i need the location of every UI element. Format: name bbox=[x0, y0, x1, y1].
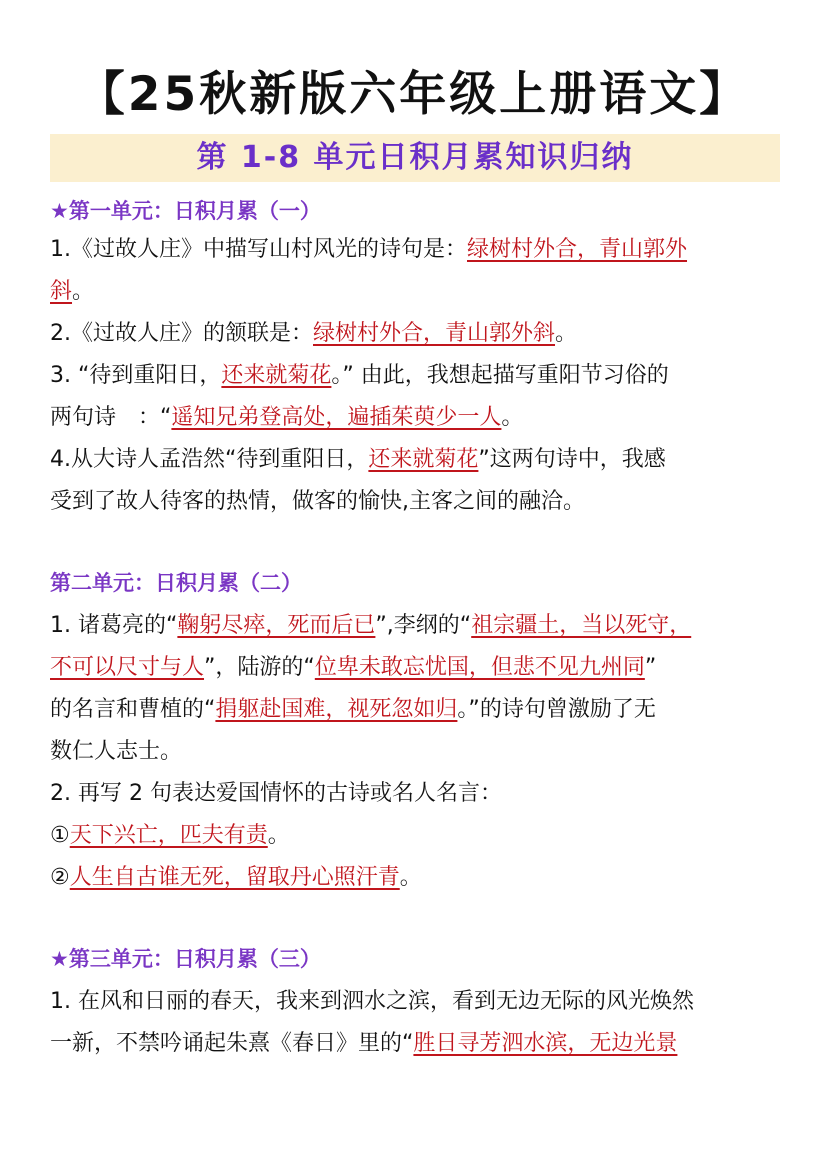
unit2-q2: 2. 再写 2 句表达爱国情怀的古诗或名人名言： bbox=[50, 781, 502, 806]
page-subtitle: 第 1-8 单元日积月累知识归纳 bbox=[196, 140, 634, 175]
answer-text: 人生自古谁无死，留取丹心照汗青 bbox=[69, 865, 400, 890]
unit1-q4-line2: 受到了故人待客的热情，做客的愉快,主客之间的融洽。 bbox=[50, 489, 585, 514]
answer-text: 捐躯赴国难，视死忽如归 bbox=[215, 697, 458, 722]
unit1-q3-line1: 3. “待到重阳日，还来就菊花。” 由此，我想起描写重阳节习俗的 bbox=[50, 363, 669, 388]
answer-text: 绿树村外合，青山郭外 bbox=[467, 237, 688, 262]
page-title: 【25秋新版六年级上册语文】 bbox=[77, 67, 750, 122]
unit1-q3-line2: 两句诗 ：“遥知兄弟登高处，遍插茱萸少一人。 bbox=[50, 405, 524, 430]
answer-text: 鞠躬尽瘁，死而后已 bbox=[177, 613, 376, 638]
unit1-q1-line2: 斜。 bbox=[50, 279, 95, 304]
unit3-heading: ★第三单元：日积月累（三） bbox=[50, 947, 321, 971]
answer-text: 还来就菊花 bbox=[221, 363, 332, 388]
unit3-q1-line2: 一新，不禁吟诵起朱熹《春日》里的“胜日寻芳泗水滨，无边光景 bbox=[50, 1031, 678, 1056]
unit3-q1-line1: 1. 在风和日丽的春天，我来到泗水之滨，看到无边无际的风光焕然 bbox=[50, 989, 694, 1014]
unit2-q1-line4: 数仁人志士。 bbox=[50, 739, 183, 764]
unit2-q1-line3: 的名言和曹植的“捐躯赴国难，视死忽如归。”的诗句曾激励了无 bbox=[50, 697, 656, 722]
unit2-q1-line2: 不可以尺寸与人”，陆游的“位卑未敢忘忧国，但悲不见九州同” bbox=[50, 655, 657, 680]
unit1-q1-line1: 1.《过故人庄》中描写山村风光的诗句是：绿树村外合，青山郭外 bbox=[50, 237, 688, 262]
unit2-q2-answer-2: ②人生自古谁无死，留取丹心照汗青。 bbox=[50, 865, 422, 890]
answer-text: 位卑未敢忘忧国，但悲不见九州同 bbox=[314, 655, 645, 680]
unit1-heading: ★第一单元：日积月累（一） bbox=[50, 199, 321, 223]
unit2-q1-line1: 1. 诸葛亮的“鞠躬尽瘁，死而后已”,李纲的“祖宗疆土，当以死守， bbox=[50, 613, 692, 638]
answer-text: 绿树村外合，青山郭外斜 bbox=[313, 321, 556, 346]
unit1-q2: 2.《过故人庄》的颔联是：绿树村外合，青山郭外斜。 bbox=[50, 321, 578, 346]
answer-text: 胜日寻芳泗水滨，无边光景 bbox=[413, 1031, 678, 1056]
answer-text: 遥知兄弟登高处，遍插茱萸少一人 bbox=[171, 405, 502, 430]
unit1-q4-line1: 4.从大诗人孟浩然“待到重阳日，还来就菊花”这两句诗中，我感 bbox=[50, 447, 666, 472]
answer-text: 天下兴亡，匹夫有责 bbox=[69, 823, 268, 848]
answer-text: 祖宗疆土，当以死守， bbox=[471, 613, 692, 638]
unit2-q2-answer-1: ①天下兴亡，匹夫有责。 bbox=[50, 823, 290, 848]
answer-text: 不可以尺寸与人 bbox=[50, 655, 205, 680]
unit2-heading: 第二单元：日积月累（二） bbox=[50, 571, 302, 595]
answer-text: 斜 bbox=[50, 279, 73, 304]
answer-text: 还来就菊花 bbox=[368, 447, 479, 472]
